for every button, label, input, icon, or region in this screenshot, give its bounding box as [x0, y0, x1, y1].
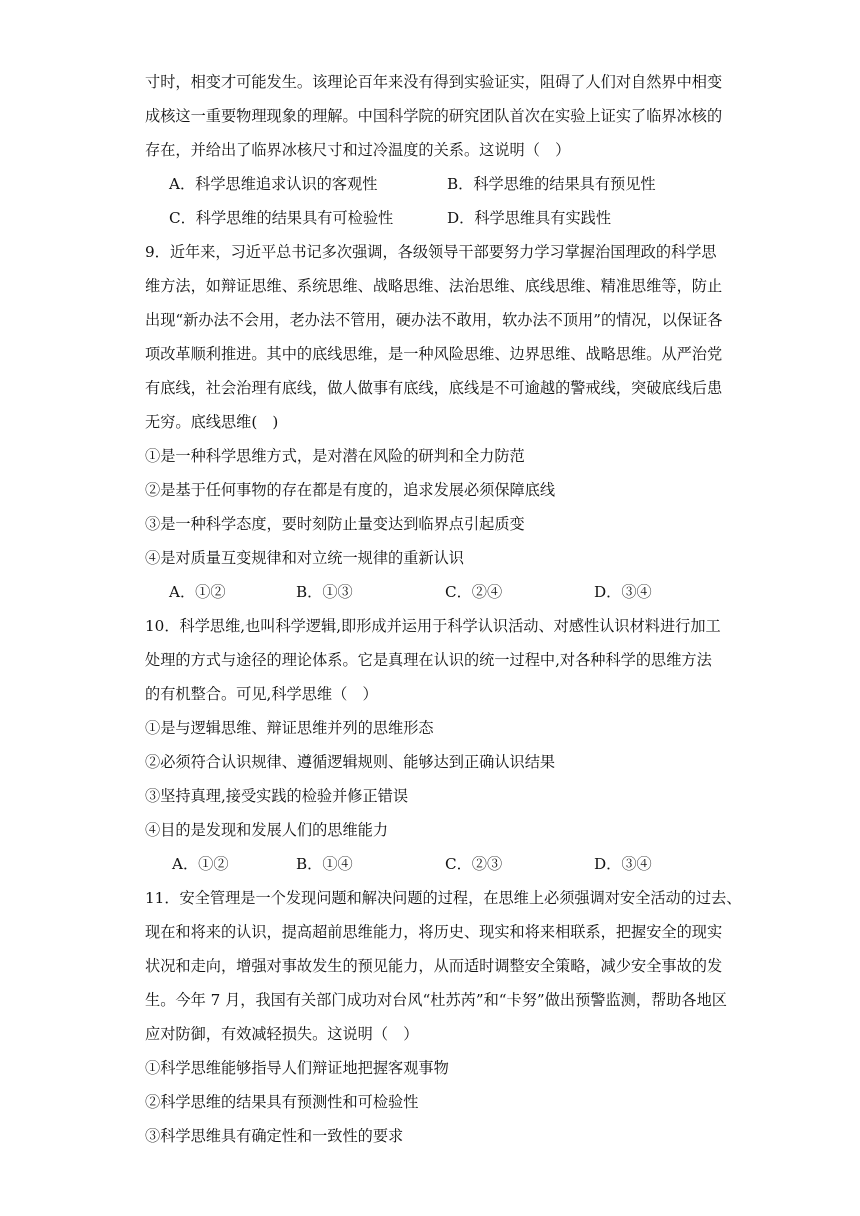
q10-option-c: C．②③	[445, 855, 503, 873]
q9-statement-3: ③是一种科学态度，要时刻防止量变达到临界点引起质变	[145, 515, 525, 533]
q10-statement-4: ④目的是发现和发展人们的思维能力	[145, 821, 388, 839]
q9-statement-2: ②是基于任何事物的存在都是有度的，追求发展必须保障底线	[145, 481, 556, 499]
q11-line-2: 现在和将来的认识，提高超前思维能力，将历史、现实和将来相联系，把握安全的现实	[145, 923, 723, 941]
q10-option-b: B．①④	[296, 855, 353, 873]
q11-statement-1: ①科学思维能够指导人们辩证地把握客观事物	[145, 1059, 449, 1077]
q11-statement-2: ②科学思维的结果具有预测性和可检验性	[145, 1093, 419, 1111]
q8-line-1: 寸时，相变才可能发生。该理论百年来没有得到实验证实，阻碍了人们对自然界中相变	[145, 73, 723, 91]
q11-line-3: 状况和走向，增强对事故发生的预见能力，从而适时调整安全策略，减少安全事故的发	[145, 957, 723, 975]
q9-option-b: B．①③	[296, 583, 353, 601]
q11-line-4: 生。今年 7 月，我国有关部门成功对台风“杜苏芮”和“卡努”做出预警监测，帮助各地区	[145, 991, 727, 1009]
q10-line-1: 10．科学思维,也叫科学逻辑,即形成并运用于科学认识活动、对感性认识材料进行加工	[145, 617, 721, 635]
q9-line-6: 无穷。底线思维( )	[145, 413, 279, 431]
q8-option-c: C．科学思维的结果具有可检验性	[169, 209, 394, 227]
q8-line-2: 成核这一重要物理现象的理解。中国科学院的研究团队首次在实验上证实了临界冰核的	[145, 107, 723, 125]
q9-statement-1: ①是一种科学思维方式，是对潜在风险的研判和全力防范	[145, 447, 525, 465]
q8-option-a: A．科学思维追求认识的客观性	[169, 175, 378, 193]
q11-statement-3: ③科学思维具有确定性和一致性的要求	[145, 1127, 404, 1145]
q9-option-c: C．②④	[445, 583, 503, 601]
q9-option-a: A．①②	[169, 583, 226, 601]
q10-option-d: D．③④	[594, 855, 652, 873]
q8-line-3: 存在，并给出了临界冰核尺寸和过冷温度的关系。这说明（ ）	[145, 141, 571, 159]
q9-statement-4: ④是对质量互变规律和对立统一规律的重新认识	[145, 549, 464, 567]
q9-line-3: 出现“新办法不会用，老办法不管用，硬办法不敢用，软办法不顶用”的情况，以保证各	[145, 311, 723, 329]
q10-statement-2: ②必须符合认识规律、遵循逻辑规则、能够达到正确认识结果	[145, 753, 556, 771]
q10-statement-1: ①是与逻辑思维、辩证思维并列的思维形态	[145, 719, 434, 737]
q10-option-a: A．①②	[172, 855, 229, 873]
q9-line-4: 项改革顺利推进。其中的底线思维，是一种风险思维、边界思维、战略思维。从严治党	[145, 345, 723, 363]
q11-line-1: 11．安全管理是一个发现问题和解决问题的过程，在思维上必须强调对安全活动的过去、	[145, 889, 742, 907]
q9-option-d: D．③④	[594, 583, 652, 601]
q10-line-2: 处理的方式与途径的理论体系。它是真理在认识的统一过程中,对各种科学的思维方法	[145, 651, 712, 669]
q9-line-5: 有底线，社会治理有底线，做人做事有底线，底线是不可逾越的警戒线，突破底线后患	[145, 379, 723, 397]
q10-statement-3: ③坚持真理,接受实践的检验并修正错误	[145, 787, 409, 805]
q9-line-2: 维方法，如辩证思维、系统思维、战略思维、法治思维、底线思维、精准思维等，防止	[145, 277, 723, 295]
q11-line-5: 应对防御，有效减轻损失。这说明（ ）	[145, 1025, 419, 1043]
q10-line-3: 的有机整合。可见,科学思维（ ）	[145, 685, 378, 703]
q8-option-b: B．科学思维的结果具有预见性	[447, 175, 656, 193]
q9-line-1: 9．近年来，习近平总书记多次强调，各级领导干部要努力学习掌握治国理政的科学思	[145, 243, 717, 261]
q8-option-d: D．科学思维具有实践性	[447, 209, 612, 227]
